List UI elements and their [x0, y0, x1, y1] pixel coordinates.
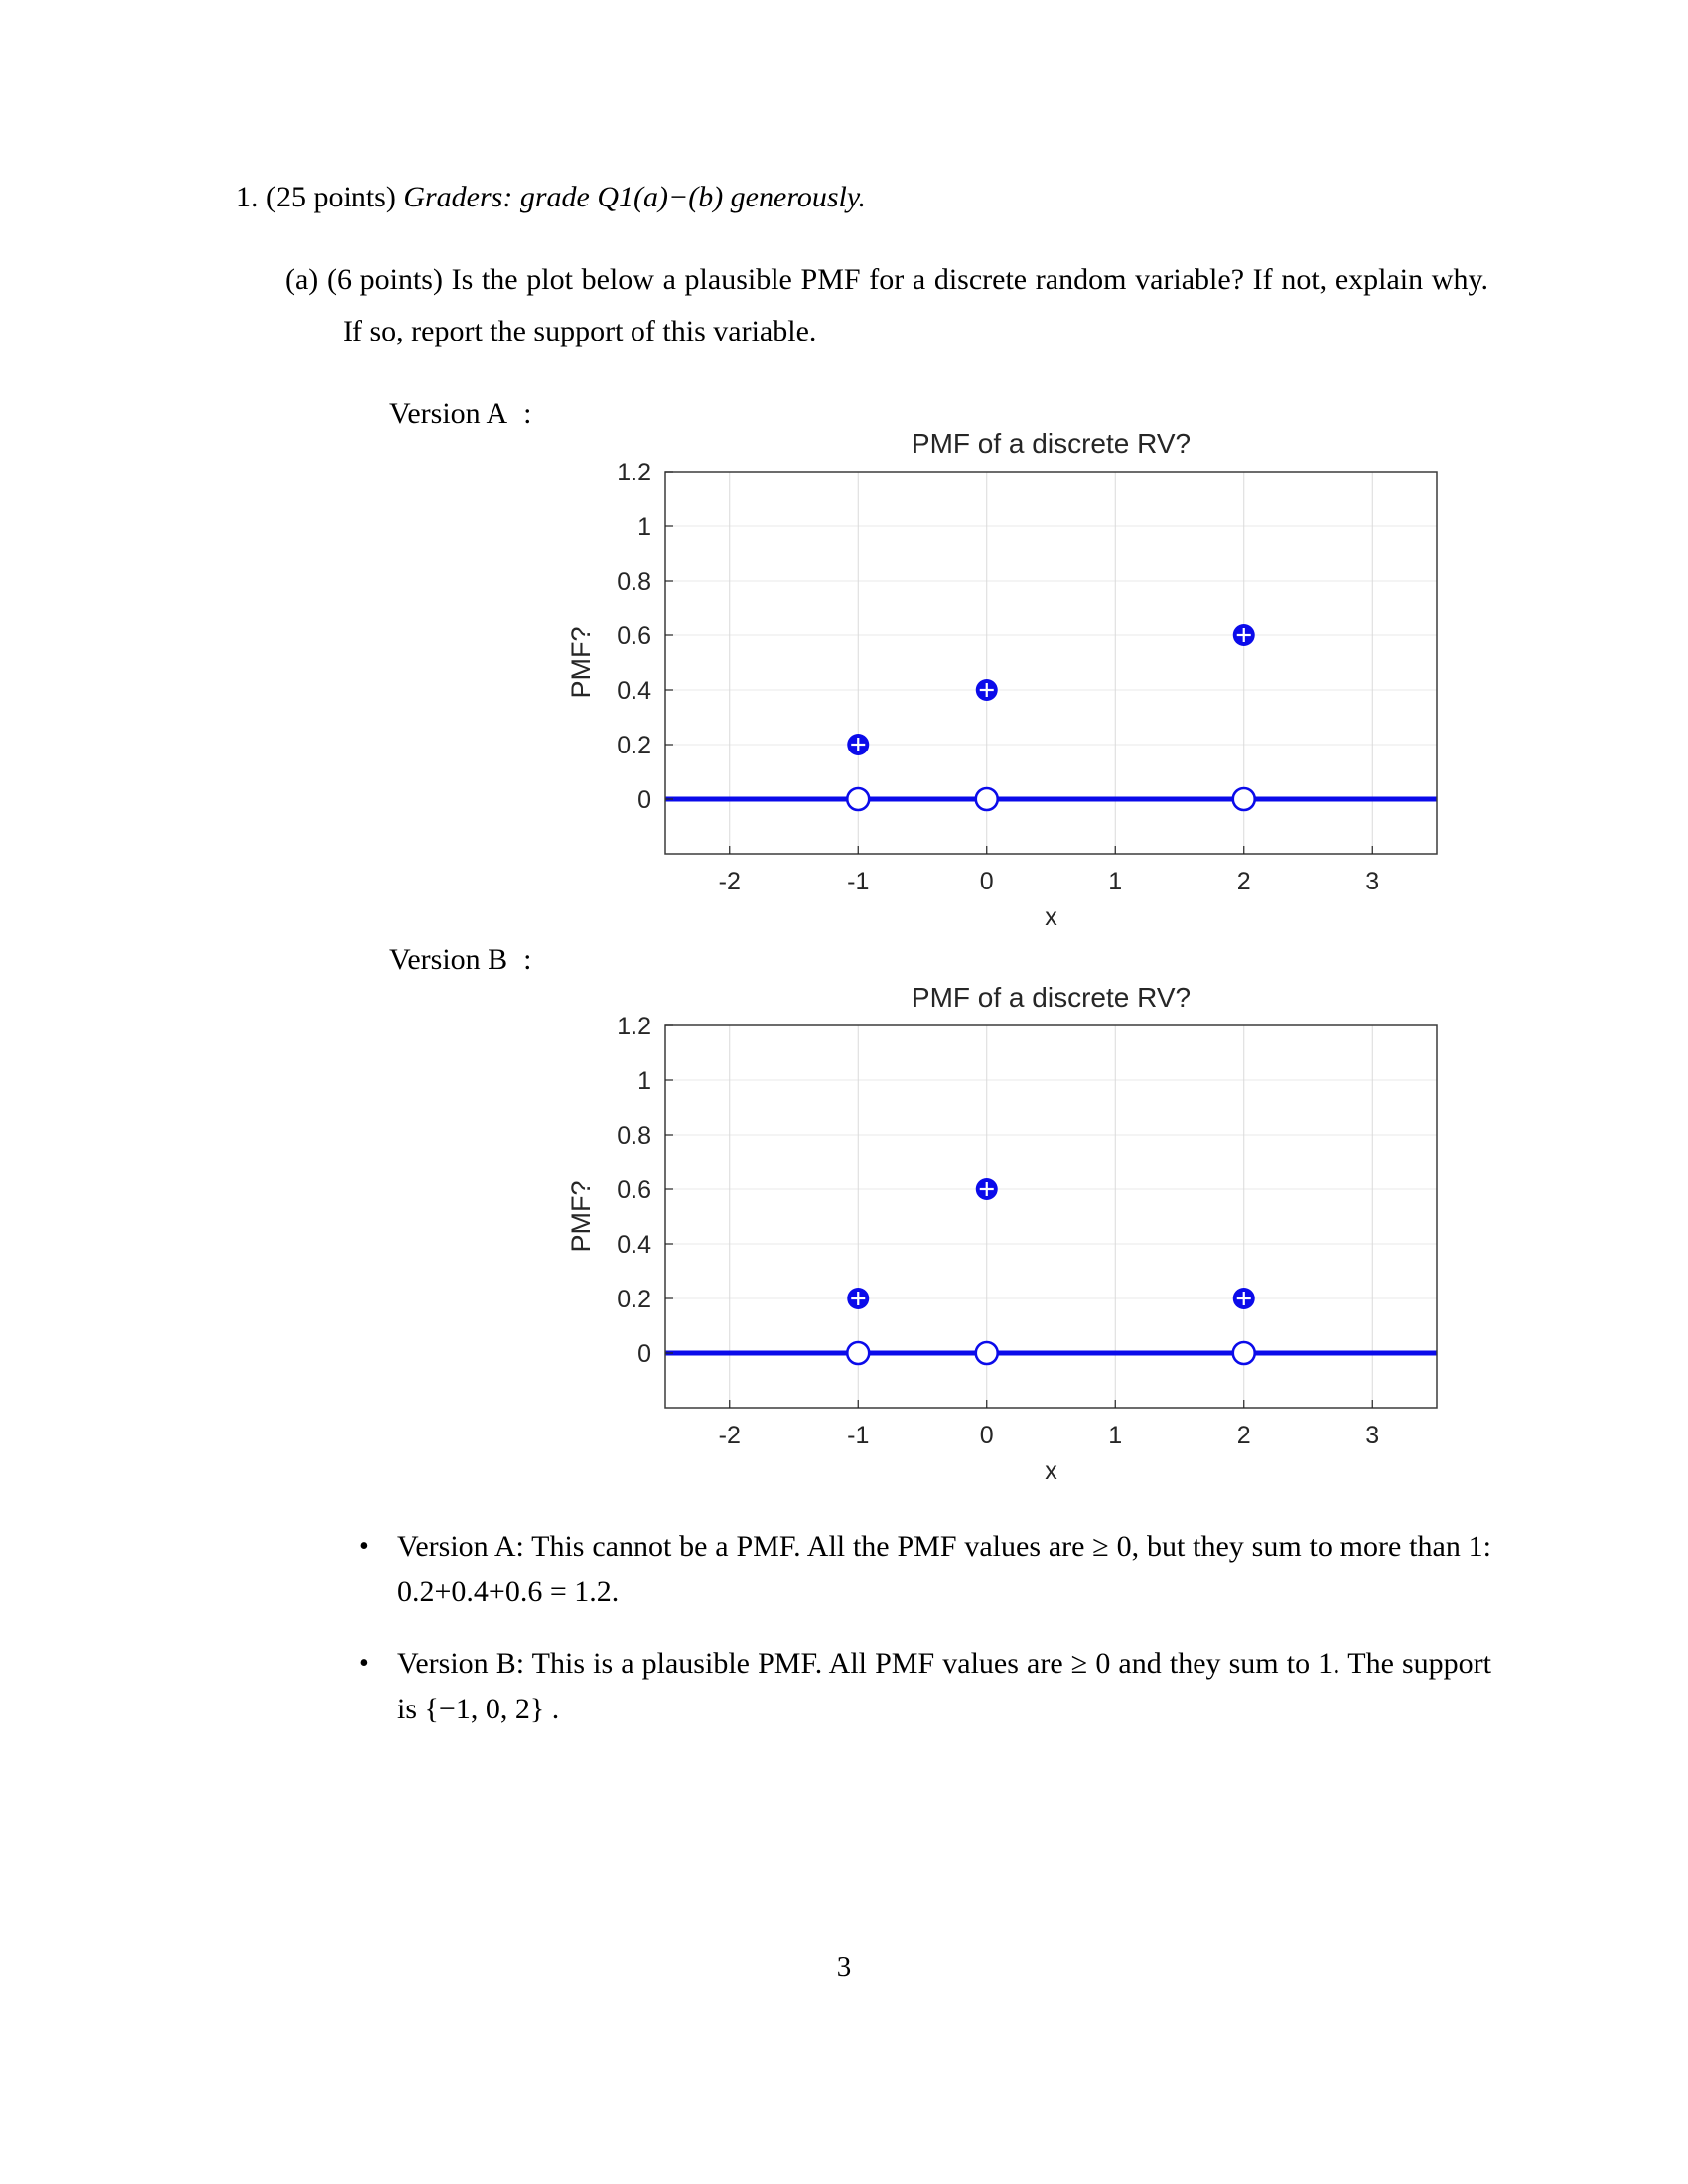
x-axis-label: x	[1045, 903, 1057, 931]
y-tick-label: 0.8	[617, 1122, 651, 1150]
x-tick-label: 2	[1236, 1422, 1251, 1449]
answers-list	[359, 1524, 1491, 1758]
graders-note: Graders: grade Q1(a)−(b) generously.	[403, 181, 867, 213]
bullet-icon: •	[359, 1531, 369, 1562]
y-tick-label: 1.2	[617, 459, 651, 486]
y-tick-label: 0.4	[617, 677, 651, 705]
x-tick-label: 3	[1365, 1422, 1380, 1449]
chart-version-a	[556, 427, 1450, 935]
answer-item-version-b	[359, 1641, 1491, 1732]
x-tick-label: 0	[979, 868, 994, 895]
y-tick-label: 0.6	[617, 1176, 651, 1204]
answer-item-version-a	[359, 1524, 1491, 1615]
y-axis-label: PMF?	[566, 1180, 596, 1253]
x-tick-label: -2	[718, 868, 741, 895]
part-a-text: (6 points) Is the plot below a plausible PMF for a discrete random variable? If not, explain why. If so, report the support of this variable.	[326, 263, 1488, 347]
y-tick-label: 1	[637, 1067, 651, 1095]
part-a-label: (a)	[285, 263, 319, 296]
x-tick-label: 2	[1236, 868, 1251, 895]
question-1-heading	[236, 181, 866, 214]
version-a-label: Version A :	[389, 397, 532, 430]
zero-marker	[847, 1342, 869, 1364]
page-number: 3	[836, 1951, 852, 1982]
zero-marker	[1233, 1342, 1255, 1364]
y-tick-label: 0.8	[617, 568, 651, 596]
pmf-plot	[556, 427, 1450, 935]
y-tick-label: 0	[637, 786, 651, 814]
answer-text-version-b: Version B: This is a plausible PMF. All PMF values are ≥ 0 and they sum to 1. The support is {−1, 0, 2} .	[397, 1647, 1491, 1725]
question-number: 1.	[236, 181, 259, 213]
y-tick-label: 0.2	[617, 1286, 651, 1313]
x-axis-label: x	[1045, 1457, 1057, 1485]
y-tick-label: 0.4	[617, 1231, 651, 1259]
answer-text-version-a: Version A: This cannot be a PMF. All the PMF values are ≥ 0, but they sum to more than 1: 0.2+0.4+0.6 = 1.2.	[397, 1530, 1491, 1608]
zero-marker	[976, 1342, 998, 1364]
zero-marker	[976, 788, 998, 810]
question-points: (25 points)	[266, 181, 396, 213]
y-tick-label: 0	[637, 1340, 651, 1368]
zero-marker	[1233, 788, 1255, 810]
version-b-label: Version B :	[389, 943, 532, 976]
chart-version-b	[556, 981, 1450, 1489]
x-tick-label: -1	[847, 1422, 870, 1449]
y-tick-label: 1.2	[617, 1013, 651, 1040]
chart-title: PMF of a discrete RV?	[911, 982, 1192, 1013]
y-axis-label: PMF?	[566, 626, 596, 699]
plot-box	[665, 1025, 1437, 1408]
bullet-icon: •	[359, 1648, 369, 1679]
y-tick-label: 1	[637, 513, 651, 541]
chart-title: PMF of a discrete RV?	[911, 428, 1192, 459]
x-tick-label: -2	[718, 1422, 741, 1449]
part-a-paragraph	[285, 254, 1488, 357]
x-tick-label: 3	[1365, 868, 1380, 895]
zero-marker	[847, 788, 869, 810]
x-tick-label: 0	[979, 1422, 994, 1449]
y-tick-label: 0.2	[617, 732, 651, 759]
x-tick-label: 1	[1108, 1422, 1123, 1449]
pmf-plot	[556, 981, 1450, 1489]
x-tick-label: 1	[1108, 868, 1123, 895]
x-tick-label: -1	[847, 868, 870, 895]
plot-box	[665, 472, 1437, 854]
y-tick-label: 0.6	[617, 622, 651, 650]
